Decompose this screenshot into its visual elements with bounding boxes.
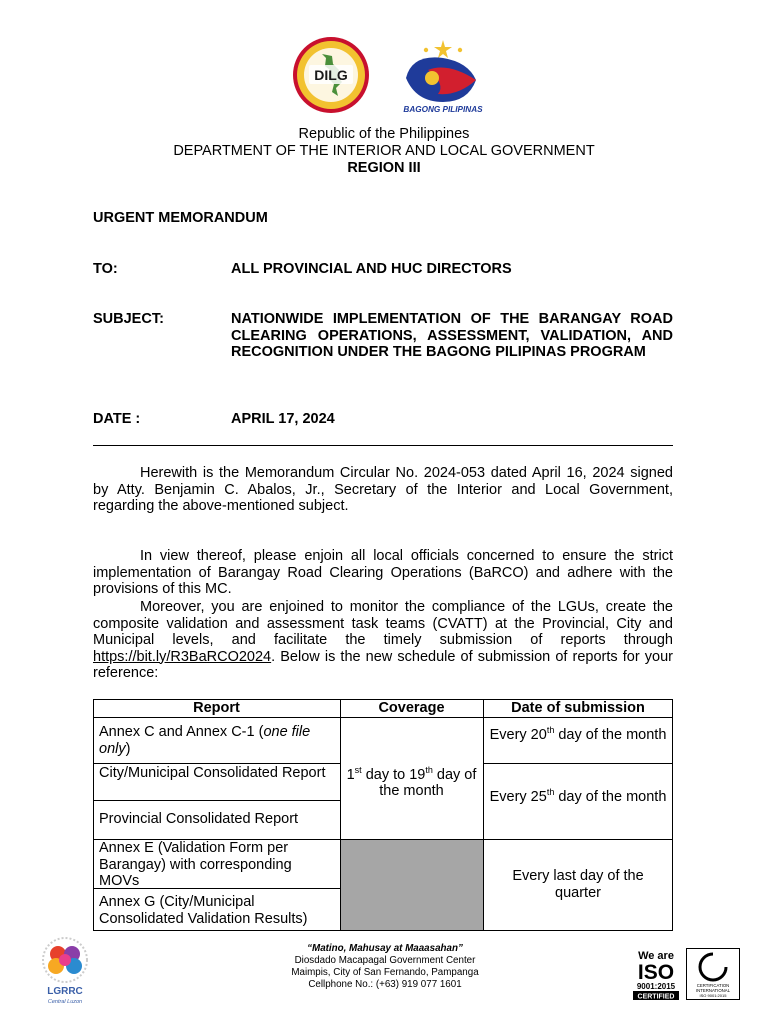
iso-text: ISO bbox=[637, 961, 675, 984]
subject-label: SUBJECT: bbox=[93, 311, 164, 327]
footer-address-line-1: Diosdado Macapagal Government Center bbox=[294, 955, 476, 966]
bagong-pilipinas-logo-text: BAGONG PILIPINAS bbox=[403, 105, 483, 114]
report-provincial: Provincial Consolidated Report bbox=[99, 811, 299, 827]
report-city-municipal: City/Municipal Consolidated Report bbox=[99, 765, 326, 781]
header-region: REGION III bbox=[347, 160, 421, 176]
coverage-value: 1st day to 19th day of the month bbox=[346, 765, 477, 800]
dilg-logo-text: DILG bbox=[314, 67, 348, 83]
body-paragraph-3: Moreover, you are enjoined to monitor the compliance of the LGUs, create the composite validation and assessment task teams (CVATT) at the Provincial, City and Municipal levels, and facilitate the timely submission of reports through https://bit.ly/R3BaRCO2024. Below is the new schedule of submission of reports for your reference: bbox=[93, 599, 673, 681]
date-value: APRIL 17, 2024 bbox=[231, 411, 335, 427]
to-value: ALL PROVINCIAL AND HUC DIRECTORS bbox=[231, 261, 512, 277]
iso-certified-badge bbox=[630, 948, 682, 1000]
table-header-date: Date of submission bbox=[511, 700, 645, 716]
footer-address-line-2: Maimpis, City of San Fernando, Pampanga bbox=[291, 967, 479, 978]
date-submission-quarter: Every last day of the quarter bbox=[512, 868, 644, 901]
table-header-coverage: Coverage bbox=[378, 700, 445, 716]
body-paragraph-1: Herewith is the Memorandum Circular No. 2024-053 dated April 16, 2024 signed by Atty. Benjamin C. Abalos, Jr., Secretary of the Interior and Local Government, regarding the above-mentioned subject. bbox=[93, 465, 673, 514]
date-label: DATE : bbox=[93, 411, 141, 427]
lgrrc-subtext: Central Luzon bbox=[47, 999, 83, 1005]
memo-kind: URGENT MEMORANDUM bbox=[93, 210, 268, 226]
lgrrc-logo bbox=[38, 936, 92, 1006]
barco-report-link[interactable]: https://bit.ly/R3BaRCO2024 bbox=[93, 648, 272, 665]
iso-standard: 9001:2015 bbox=[636, 982, 676, 991]
iso-we-are: We are bbox=[638, 950, 674, 962]
shaded-cell bbox=[340, 839, 483, 931]
to-label: TO: bbox=[93, 261, 118, 277]
certification-international-badge bbox=[686, 948, 740, 1000]
bagong-pilipinas-logo bbox=[398, 36, 488, 116]
body-paragraph-2: In view thereof, please enjoin all local officials concerned to ensure the strict implementation of Barangay Road Clearing Operations (BaRCO) and adhere with the provisions of this MC. bbox=[93, 548, 673, 597]
cert-text-3: ISO 9001:2015 bbox=[699, 993, 727, 998]
iso-certified: CERTIFIED bbox=[637, 993, 675, 1000]
footer-address bbox=[220, 943, 550, 991]
date-submission-20th: Every 20th day of the month bbox=[489, 725, 667, 743]
date-submission-25th: Every 25th day of the month bbox=[489, 787, 667, 805]
footer-phone: Cellphone No.: (+63) 919 077 1601 bbox=[308, 979, 462, 990]
report-annex-c: Annex C and Annex C-1 (one file only) bbox=[99, 724, 311, 757]
submission-schedule-table bbox=[93, 699, 673, 931]
subject-value: NATIONWIDE IMPLEMENTATION OF THE BARANGAY ROAD CLEARING OPERATIONS, ASSESSMENT, VALIDATION, AND RECOGNITION UNDER THE BAGONG PILIPINAS PROGRAM bbox=[231, 311, 673, 360]
cert-text-2: INTERNATIONAL bbox=[695, 988, 731, 993]
report-annex-e: Annex E (Validation Form per Barangay) with corresponding MOVs bbox=[99, 840, 292, 889]
header-republic: Republic of the Philippines bbox=[298, 126, 470, 142]
header-department: DEPARTMENT OF THE INTERIOR AND LOCAL GOVERNMENT bbox=[173, 143, 595, 159]
cert-text-1: CERTIFICATION bbox=[696, 983, 730, 988]
report-annex-g: Annex G (City/Municipal Consolidated Validation Results) bbox=[99, 894, 308, 927]
dilg-seal-logo bbox=[292, 36, 370, 114]
footer-motto: “Matino, Mahusay at Maaasahan” bbox=[307, 943, 463, 954]
table-header-report: Report bbox=[193, 700, 240, 716]
lgrrc-text: LGRRC bbox=[47, 986, 83, 997]
header-divider bbox=[93, 445, 673, 446]
